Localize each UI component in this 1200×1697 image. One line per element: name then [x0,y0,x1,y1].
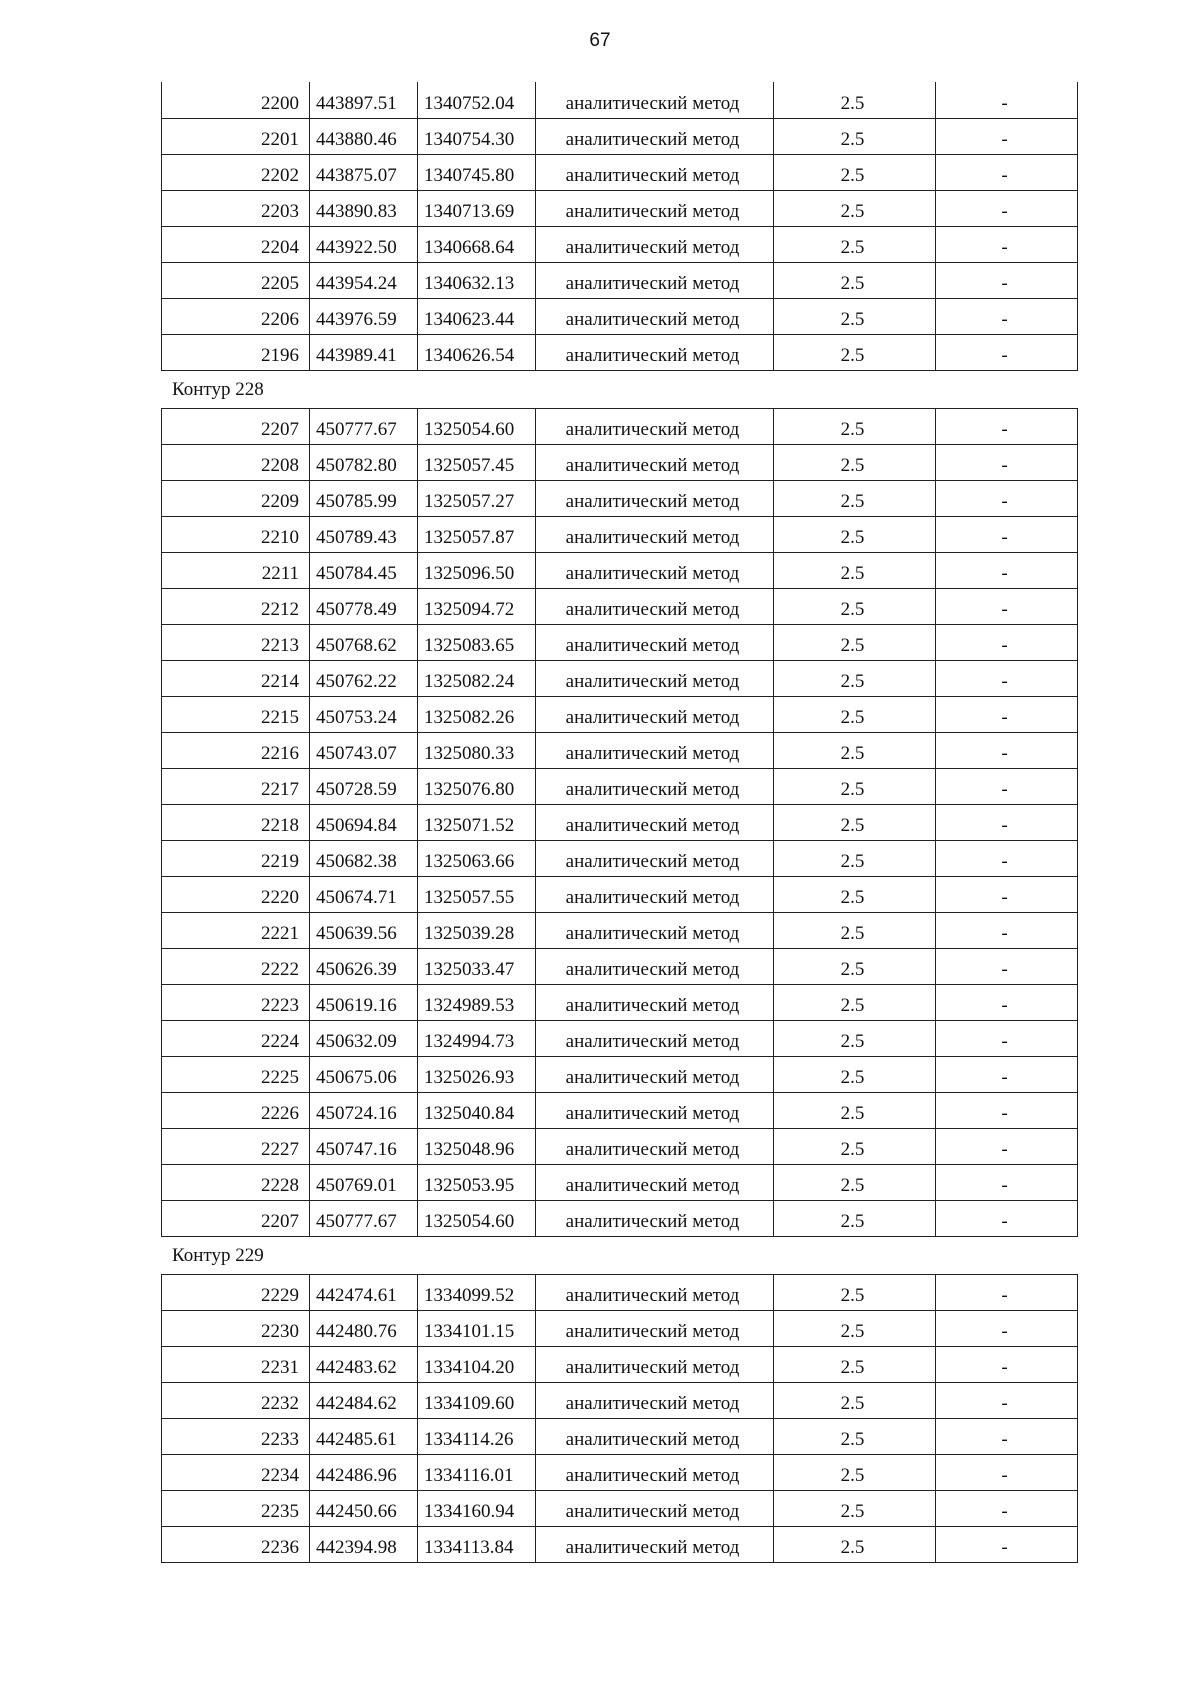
description-cell: - [936,696,1078,732]
accuracy-cell: 2.5 [774,588,936,624]
table-row [162,912,1078,948]
point-number-cell: 2223 [162,984,310,1020]
y-coordinate-cell: 1325054.60 [418,408,536,444]
table-row [162,804,1078,840]
accuracy-cell: 2.5 [774,1490,936,1526]
table-row [162,1092,1078,1128]
description-cell: - [936,984,1078,1020]
accuracy-cell: 2.5 [774,154,936,190]
point-number-cell: 2217 [162,768,310,804]
point-number-cell: 2220 [162,876,310,912]
accuracy-cell: 2.5 [774,804,936,840]
table-row [162,624,1078,660]
table-row [162,408,1078,444]
table-row [162,1454,1078,1490]
accuracy-cell: 2.5 [774,516,936,552]
contour-title: Контур 228 [172,378,264,400]
contour-section [161,82,1077,371]
table-row [162,732,1078,768]
accuracy-cell: 2.5 [774,768,936,804]
table-row [162,298,1078,334]
method-cell: аналитический метод [536,1454,774,1490]
method-cell: аналитический метод [536,1346,774,1382]
accuracy-cell: 2.5 [774,190,936,226]
point-number-cell: 2196 [162,334,310,370]
table-row [162,660,1078,696]
method-cell: аналитический метод [536,226,774,262]
method-cell: аналитический метод [536,696,774,732]
x-coordinate-cell: 450762.22 [310,660,418,696]
y-coordinate-cell: 1340713.69 [418,190,536,226]
accuracy-cell: 2.5 [774,1454,936,1490]
table-row [162,190,1078,226]
method-cell: аналитический метод [536,1418,774,1454]
description-cell: - [936,1454,1078,1490]
method-cell: аналитический метод [536,948,774,984]
x-coordinate-cell: 450675.06 [310,1056,418,1092]
y-coordinate-cell: 1340745.80 [418,154,536,190]
accuracy-cell: 2.5 [774,876,936,912]
y-coordinate-cell: 1325054.60 [418,1200,536,1236]
table-row [162,480,1078,516]
method-cell: аналитический метод [536,1382,774,1418]
method-cell: аналитический метод [536,912,774,948]
table-row [162,1310,1078,1346]
method-cell: аналитический метод [536,262,774,298]
method-cell: аналитический метод [536,118,774,154]
coordinates-table [161,1274,1078,1563]
x-coordinate-cell: 450782.80 [310,444,418,480]
point-number-cell: 2236 [162,1526,310,1562]
point-number-cell: 2207 [162,1200,310,1236]
accuracy-cell: 2.5 [774,984,936,1020]
method-cell: аналитический метод [536,1128,774,1164]
x-coordinate-cell: 450747.16 [310,1128,418,1164]
description-cell: - [936,82,1078,118]
x-coordinate-cell: 443890.83 [310,190,418,226]
description-cell: - [936,1526,1078,1562]
table-row [162,82,1078,118]
description-cell: - [936,840,1078,876]
point-number-cell: 2229 [162,1274,310,1310]
table-row [162,334,1078,370]
point-number-cell: 2215 [162,696,310,732]
y-coordinate-cell: 1324994.73 [418,1020,536,1056]
contour-title: Контур 229 [172,1244,264,1266]
accuracy-cell: 2.5 [774,912,936,948]
description-cell: - [936,1164,1078,1200]
x-coordinate-cell: 450728.59 [310,768,418,804]
point-number-cell: 2213 [162,624,310,660]
contour-section [161,1237,1077,1563]
table-row [162,588,1078,624]
table-row [162,1200,1078,1236]
description-cell: - [936,1418,1078,1454]
point-number-cell: 2202 [162,154,310,190]
x-coordinate-cell: 443922.50 [310,226,418,262]
point-number-cell: 2224 [162,1020,310,1056]
x-coordinate-cell: 442480.76 [310,1310,418,1346]
table-row [162,768,1078,804]
method-cell: аналитический метод [536,1526,774,1562]
point-number-cell: 2222 [162,948,310,984]
point-number-cell: 2232 [162,1382,310,1418]
point-number-cell: 2225 [162,1056,310,1092]
description-cell: - [936,226,1078,262]
description-cell: - [936,1200,1078,1236]
table-row [162,1490,1078,1526]
table-row [162,1418,1078,1454]
y-coordinate-cell: 1334101.15 [418,1310,536,1346]
x-coordinate-cell: 450619.16 [310,984,418,1020]
x-coordinate-cell: 450724.16 [310,1092,418,1128]
method-cell: аналитический метод [536,1164,774,1200]
point-number-cell: 2227 [162,1128,310,1164]
method-cell: аналитический метод [536,82,774,118]
table-row [162,118,1078,154]
y-coordinate-cell: 1325057.87 [418,516,536,552]
point-number-cell: 2221 [162,912,310,948]
contour-section [161,371,1077,1237]
y-coordinate-cell: 1324989.53 [418,984,536,1020]
point-number-cell: 2218 [162,804,310,840]
method-cell: аналитический метод [536,298,774,334]
table-row [162,696,1078,732]
point-number-cell: 2216 [162,732,310,768]
point-number-cell: 2206 [162,298,310,334]
method-cell: аналитический метод [536,588,774,624]
description-cell: - [936,804,1078,840]
x-coordinate-cell: 450789.43 [310,516,418,552]
y-coordinate-cell: 1325053.95 [418,1164,536,1200]
point-number-cell: 2214 [162,660,310,696]
point-number-cell: 2210 [162,516,310,552]
method-cell: аналитический метод [536,480,774,516]
method-cell: аналитический метод [536,334,774,370]
x-coordinate-cell: 450682.38 [310,840,418,876]
table-row [162,1128,1078,1164]
point-number-cell: 2234 [162,1454,310,1490]
x-coordinate-cell: 442450.66 [310,1490,418,1526]
description-cell: - [936,190,1078,226]
accuracy-cell: 2.5 [774,262,936,298]
y-coordinate-cell: 1325057.27 [418,480,536,516]
method-cell: аналитический метод [536,1310,774,1346]
y-coordinate-cell: 1325082.24 [418,660,536,696]
description-cell: - [936,912,1078,948]
x-coordinate-cell: 450777.67 [310,1200,418,1236]
description-cell: - [936,1382,1078,1418]
method-cell: аналитический метод [536,444,774,480]
table-row [162,262,1078,298]
accuracy-cell: 2.5 [774,82,936,118]
method-cell: аналитический метод [536,768,774,804]
y-coordinate-cell: 1325076.80 [418,768,536,804]
accuracy-cell: 2.5 [774,226,936,262]
accuracy-cell: 2.5 [774,1418,936,1454]
accuracy-cell: 2.5 [774,1200,936,1236]
x-coordinate-cell: 450785.99 [310,480,418,516]
description-cell: - [936,154,1078,190]
description-cell: - [936,1274,1078,1310]
accuracy-cell: 2.5 [774,1020,936,1056]
method-cell: аналитический метод [536,660,774,696]
table-row [162,1020,1078,1056]
accuracy-cell: 2.5 [774,948,936,984]
accuracy-cell: 2.5 [774,1382,936,1418]
x-coordinate-cell: 442483.62 [310,1346,418,1382]
description-cell: - [936,948,1078,984]
y-coordinate-cell: 1325057.45 [418,444,536,480]
coordinates-table-body [162,1274,1078,1562]
x-coordinate-cell: 450768.62 [310,624,418,660]
point-number-cell: 2235 [162,1490,310,1526]
x-coordinate-cell: 450778.49 [310,588,418,624]
description-cell: - [936,1310,1078,1346]
method-cell: аналитический метод [536,840,774,876]
y-coordinate-cell: 1334160.94 [418,1490,536,1526]
coordinates-table [161,82,1078,371]
accuracy-cell: 2.5 [774,480,936,516]
x-coordinate-cell: 442484.62 [310,1382,418,1418]
y-coordinate-cell: 1325094.72 [418,588,536,624]
table-row [162,840,1078,876]
description-cell: - [936,1092,1078,1128]
description-cell: - [936,660,1078,696]
table-row [162,1346,1078,1382]
description-cell: - [936,768,1078,804]
description-cell: - [936,444,1078,480]
point-number-cell: 2230 [162,1310,310,1346]
y-coordinate-cell: 1334099.52 [418,1274,536,1310]
y-coordinate-cell: 1325048.96 [418,1128,536,1164]
x-coordinate-cell: 450743.07 [310,732,418,768]
y-coordinate-cell: 1325063.66 [418,840,536,876]
point-number-cell: 2231 [162,1346,310,1382]
y-coordinate-cell: 1325057.55 [418,876,536,912]
accuracy-cell: 2.5 [774,444,936,480]
x-coordinate-cell: 450674.71 [310,876,418,912]
accuracy-cell: 2.5 [774,1346,936,1382]
description-cell: - [936,118,1078,154]
y-coordinate-cell: 1340632.13 [418,262,536,298]
accuracy-cell: 2.5 [774,1526,936,1562]
y-coordinate-cell: 1340668.64 [418,226,536,262]
method-cell: аналитический метод [536,552,774,588]
table-row [162,516,1078,552]
description-cell: - [936,1490,1078,1526]
method-cell: аналитический метод [536,190,774,226]
point-number-cell: 2212 [162,588,310,624]
x-coordinate-cell: 443897.51 [310,82,418,118]
x-coordinate-cell: 442486.96 [310,1454,418,1490]
description-cell: - [936,1128,1078,1164]
table-row [162,1274,1078,1310]
y-coordinate-cell: 1340623.44 [418,298,536,334]
accuracy-cell: 2.5 [774,408,936,444]
x-coordinate-cell: 442485.61 [310,1418,418,1454]
method-cell: аналитический метод [536,876,774,912]
coordinates-table-body [162,408,1078,1236]
point-number-cell: 2228 [162,1164,310,1200]
description-cell: - [936,1020,1078,1056]
accuracy-cell: 2.5 [774,552,936,588]
method-cell: аналитический метод [536,408,774,444]
accuracy-cell: 2.5 [774,1128,936,1164]
method-cell: аналитический метод [536,732,774,768]
table-row [162,552,1078,588]
method-cell: аналитический метод [536,516,774,552]
table-row [162,226,1078,262]
method-cell: аналитический метод [536,1200,774,1236]
table-row [162,444,1078,480]
x-coordinate-cell: 443875.07 [310,154,418,190]
accuracy-cell: 2.5 [774,334,936,370]
y-coordinate-cell: 1334109.60 [418,1382,536,1418]
description-cell: - [936,1056,1078,1092]
method-cell: аналитический метод [536,1274,774,1310]
method-cell: аналитический метод [536,154,774,190]
table-row [162,154,1078,190]
description-cell: - [936,298,1078,334]
accuracy-cell: 2.5 [774,1274,936,1310]
point-number-cell: 2226 [162,1092,310,1128]
table-row [162,876,1078,912]
point-number-cell: 2219 [162,840,310,876]
description-cell: - [936,552,1078,588]
accuracy-cell: 2.5 [774,732,936,768]
point-number-cell: 2204 [162,226,310,262]
document-content [161,82,1077,1563]
accuracy-cell: 2.5 [774,1056,936,1092]
method-cell: аналитический метод [536,1490,774,1526]
x-coordinate-cell: 450632.09 [310,1020,418,1056]
x-coordinate-cell: 450639.56 [310,912,418,948]
method-cell: аналитический метод [536,1092,774,1128]
coordinates-table [161,408,1078,1237]
y-coordinate-cell: 1325033.47 [418,948,536,984]
description-cell: - [936,876,1078,912]
method-cell: аналитический метод [536,1020,774,1056]
description-cell: - [936,334,1078,370]
point-number-cell: 2211 [162,552,310,588]
y-coordinate-cell: 1325080.33 [418,732,536,768]
y-coordinate-cell: 1325096.50 [418,552,536,588]
method-cell: аналитический метод [536,1056,774,1092]
accuracy-cell: 2.5 [774,118,936,154]
description-cell: - [936,480,1078,516]
accuracy-cell: 2.5 [774,624,936,660]
y-coordinate-cell: 1325082.26 [418,696,536,732]
y-coordinate-cell: 1334113.84 [418,1526,536,1562]
point-number-cell: 2205 [162,262,310,298]
x-coordinate-cell: 442394.98 [310,1526,418,1562]
y-coordinate-cell: 1334114.26 [418,1418,536,1454]
x-coordinate-cell: 442474.61 [310,1274,418,1310]
description-cell: - [936,1346,1078,1382]
method-cell: аналитический метод [536,624,774,660]
y-coordinate-cell: 1325039.28 [418,912,536,948]
x-coordinate-cell: 443989.41 [310,334,418,370]
y-coordinate-cell: 1325071.52 [418,804,536,840]
table-row [162,984,1078,1020]
method-cell: аналитический метод [536,804,774,840]
description-cell: - [936,588,1078,624]
x-coordinate-cell: 450777.67 [310,408,418,444]
table-row [162,1526,1078,1562]
point-number-cell: 2209 [162,480,310,516]
description-cell: - [936,408,1078,444]
accuracy-cell: 2.5 [774,298,936,334]
x-coordinate-cell: 450694.84 [310,804,418,840]
description-cell: - [936,516,1078,552]
table-row [162,1164,1078,1200]
y-coordinate-cell: 1325040.84 [418,1092,536,1128]
method-cell: аналитический метод [536,984,774,1020]
description-cell: - [936,262,1078,298]
point-number-cell: 2207 [162,408,310,444]
page-number: 67 [589,30,611,51]
x-coordinate-cell: 450753.24 [310,696,418,732]
point-number-cell: 2233 [162,1418,310,1454]
y-coordinate-cell: 1340754.30 [418,118,536,154]
accuracy-cell: 2.5 [774,1092,936,1128]
table-row [162,948,1078,984]
x-coordinate-cell: 443976.59 [310,298,418,334]
y-coordinate-cell: 1325026.93 [418,1056,536,1092]
coordinates-table-body [162,82,1078,370]
point-number-cell: 2200 [162,82,310,118]
x-coordinate-cell: 443880.46 [310,118,418,154]
y-coordinate-cell: 1334116.01 [418,1454,536,1490]
x-coordinate-cell: 443954.24 [310,262,418,298]
accuracy-cell: 2.5 [774,660,936,696]
accuracy-cell: 2.5 [774,840,936,876]
table-row [162,1056,1078,1092]
description-cell: - [936,624,1078,660]
y-coordinate-cell: 1340752.04 [418,82,536,118]
x-coordinate-cell: 450769.01 [310,1164,418,1200]
y-coordinate-cell: 1325083.65 [418,624,536,660]
point-number-cell: 2208 [162,444,310,480]
point-number-cell: 2203 [162,190,310,226]
y-coordinate-cell: 1340626.54 [418,334,536,370]
accuracy-cell: 2.5 [774,696,936,732]
table-row [162,1382,1078,1418]
accuracy-cell: 2.5 [774,1164,936,1200]
y-coordinate-cell: 1334104.20 [418,1346,536,1382]
accuracy-cell: 2.5 [774,1310,936,1346]
x-coordinate-cell: 450784.45 [310,552,418,588]
point-number-cell: 2201 [162,118,310,154]
description-cell: - [936,732,1078,768]
x-coordinate-cell: 450626.39 [310,948,418,984]
